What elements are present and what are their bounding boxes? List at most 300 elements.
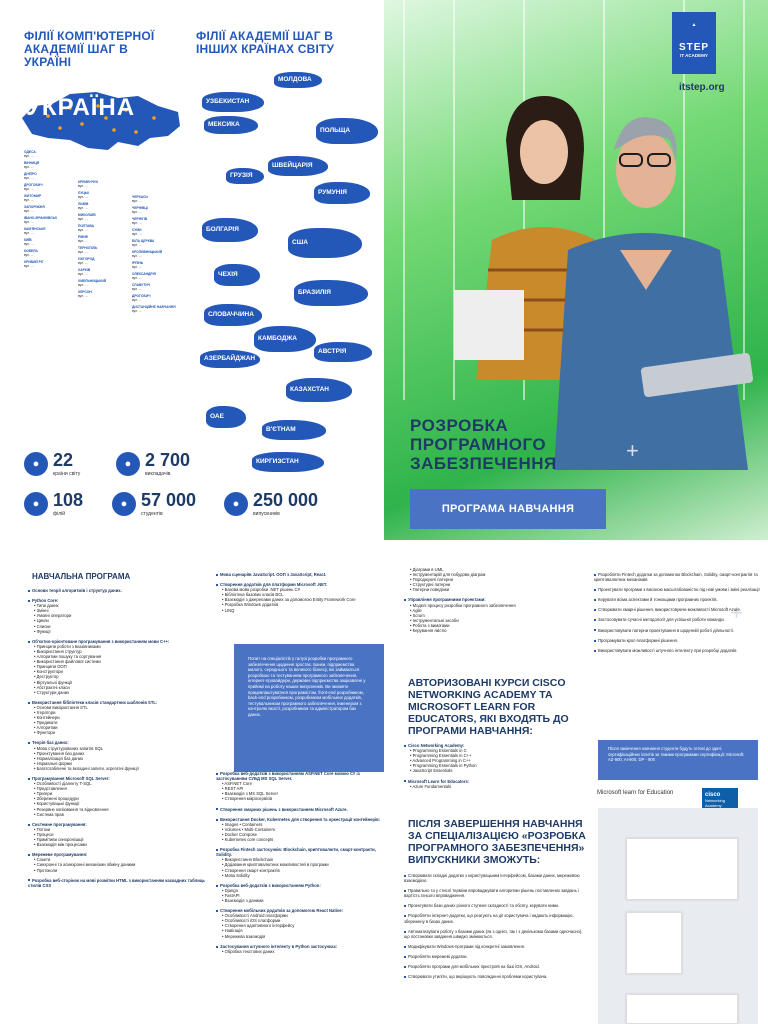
city-name: ВІННИЦЯ xyxy=(24,161,40,165)
city-address: вул. ... xyxy=(132,276,142,280)
city-entry xyxy=(24,150,76,158)
city-name: ДРОГОБИЧ xyxy=(132,294,151,298)
program-col2 xyxy=(216,567,386,613)
grad-item: Правильно та у стислі терміни впроваджувати алгоритми рішень поставлених завдань і вартість їхнього впровадження. xyxy=(404,888,589,898)
program-item: • Взаємодія з даними xyxy=(222,897,264,903)
program-item: • Agile xyxy=(410,607,422,613)
stat-label: студентів xyxy=(141,511,163,517)
stat-text xyxy=(53,450,80,477)
program-item: • Цикли xyxy=(34,618,49,624)
program-item: • Використання Blockchain xyxy=(222,857,274,863)
city-name: ДНІПРО xyxy=(24,172,37,176)
city-address: вул. ... xyxy=(132,243,142,247)
program-section: Microsoft Learn for Educators: xyxy=(404,779,589,784)
program-item: • Примітиви синхронізації xyxy=(34,837,84,843)
outcome-item: Керувати всіма аспектами й тонкощами програмних проектів. xyxy=(594,597,762,602)
city-entry xyxy=(132,217,184,225)
program-item: • LINQ xyxy=(222,607,235,613)
cisco-academy-label: Networking Academy xyxy=(705,798,726,808)
program-item: • Django xyxy=(222,887,238,893)
city-address: вул. ... xyxy=(132,232,142,236)
step-logo: ▲ STEP IT ACADEMY xyxy=(672,12,716,74)
city-address: вул. ... xyxy=(132,287,142,291)
program-item: • Використання файлової системи xyxy=(34,659,101,665)
city-entry xyxy=(78,180,130,188)
city-name: КИЇВ xyxy=(24,238,32,242)
site-link[interactable]: itstep.org xyxy=(679,82,725,93)
city-entry xyxy=(132,239,184,247)
program-section: Системне програмування: xyxy=(28,822,218,827)
city-address: вул. ... xyxy=(24,198,34,202)
city-address: вул. ... xyxy=(78,206,88,210)
program-item: • Взаємодія з джерелами даних за допомогою Entity Framework Core xyxy=(222,597,356,603)
city-address: вул. ... xyxy=(78,283,88,287)
city-name: РІВНЕ xyxy=(78,235,89,239)
city-address: вул. ... xyxy=(132,298,142,302)
program-button[interactable]: ПРОГРАМА НАВЧАННЯ xyxy=(410,489,606,529)
stats-block xyxy=(24,450,384,530)
city-address: вул. ... xyxy=(132,210,142,214)
city-address: вул. ... xyxy=(78,272,88,276)
outcome-item: Програмувати крос-платформні рішення. xyxy=(594,638,762,643)
main-title-line2: ПРОГРАМНОГО xyxy=(410,435,547,454)
grads-heading: ПІСЛЯ ЗАВЕРШЕННЯ НАВЧАННЯ ЗА СПЕЦІАЛІЗАЦІЄЮ «РОЗРОБКА ПРОГРАМНОГО ЗАБЕЗПЕЧЕННЯ» ВИПУСКНИКИ ЗМОЖУТЬ: xyxy=(408,818,586,866)
stat-number: 57 000 xyxy=(141,490,197,510)
program-item: • Azure Fundamentals xyxy=(410,783,452,789)
city-entry xyxy=(24,205,76,213)
stat-number: 22 xyxy=(53,450,74,470)
country-label: БРАЗИЛІЯ xyxy=(298,289,331,296)
program-item: • Синхронні та асинхронні механізми обміну даними xyxy=(34,862,136,868)
program-item: • Патерни поведінки xyxy=(410,587,450,593)
city-address: вул. ... xyxy=(24,220,34,224)
city-name: ОЛЕКСАНДРІЯ xyxy=(132,272,156,276)
outcome-item: Застосовувати сучасні методології для успішної роботи команди. xyxy=(594,617,762,622)
outcome-item: Розробляти Fintech додатки за допомогою Blockchain, Solidity, смарт-контрактів та криптовалютних механізмів xyxy=(594,572,762,582)
country-label: КАМБОДЖА xyxy=(258,335,297,342)
cisco-word: cisco xyxy=(705,792,721,798)
country-label: ЧЕХІЯ xyxy=(218,271,238,278)
city-entry xyxy=(24,260,76,268)
city-name: КАМ'ЯНСЬКЕ xyxy=(24,227,46,231)
city-address: вул. ... xyxy=(78,250,88,254)
documents-panel xyxy=(598,808,758,1024)
program-item: • Особливості Android платформи xyxy=(222,913,288,919)
city-name: КРОПИВНИЦЬКИЙ xyxy=(132,250,163,254)
plus-icon: + xyxy=(626,438,639,463)
globe-icon: ● xyxy=(24,452,48,476)
program-item: • Advanced Programming in C++ xyxy=(410,758,471,764)
program-item: • Programming Essentials in C xyxy=(410,748,467,754)
program-section: Розробка веб-додатків з використанням Python: xyxy=(216,883,386,888)
city-entry xyxy=(24,161,76,169)
program-item: • Типи даних xyxy=(34,603,59,609)
main-title-line1: РОЗРОБКА xyxy=(410,416,509,435)
program-item: • Мова Solidity xyxy=(222,872,250,878)
program-item: • Programming Essentials in C++ xyxy=(410,753,472,759)
city-entry xyxy=(78,213,130,221)
city-name: СУМИ xyxy=(132,228,142,232)
document-thumb-2 xyxy=(626,912,682,974)
city-name: ХАРКІВ xyxy=(78,268,91,272)
program-item: • Навігація xyxy=(222,928,243,934)
program-item: • Представлення xyxy=(34,786,67,792)
program-item: • Користувацькі функції xyxy=(34,801,80,807)
program-section: Створення хмарних рішень з використанням Microsoft Azure. xyxy=(216,807,386,812)
stat-label: випускників xyxy=(253,511,280,517)
cities-col3 xyxy=(132,195,184,316)
country-label: КИРГИЗСТАН xyxy=(256,458,299,465)
city-address: вул. ... xyxy=(132,221,142,225)
location-icon: ● xyxy=(24,492,48,516)
city-name: БІЛА ЦЕРКВА xyxy=(132,239,155,243)
city-name: ЖИТОМИР xyxy=(24,194,42,198)
program-col3 xyxy=(404,567,589,633)
program-item: • Мова структурованих запитів SQL xyxy=(34,745,103,751)
grad-item: Розробляти програми для мобільних пристроїв на базі iOS, Android. xyxy=(404,964,589,969)
program-item: • Процеси xyxy=(34,831,54,837)
stat-text xyxy=(145,450,190,477)
career-box: Попит на спеціалістів у галузі розробки програмного забезпечення щодення зростає. Банки, підприємства малого, середнього та великого бізнесу, які займаються розробкою та тестуванням програмного забезпечення, інтернет-провайдери, державні підприємства зацікавлені у прийомі на роботу наших випускників. Ви зможете працевлаштуватися програмістом, front-end розробником, back-end розробником, розробником мобільних додатків, тестувальником програмного забезпечення, інженером з контролю якості, розробником та адміністратором баз даних. xyxy=(234,644,384,772)
program-item: • Збережені процедури xyxy=(34,796,79,802)
city-name: ЧЕРНІГІВ xyxy=(132,217,148,221)
program-item: • Нормальні форми xyxy=(34,760,72,766)
grad-item: Створювати складні додатки з користувацьким інтерфейсом, базами даних, мережевою взаємодією. xyxy=(404,873,589,883)
city-name: ЧЕРНІВЦІ xyxy=(132,206,148,210)
country-label: США xyxy=(292,239,308,246)
program-item: • Абстрактні класи xyxy=(34,684,70,690)
city-entry xyxy=(132,294,184,302)
stat-number: 2 700 xyxy=(145,450,191,470)
country-label: МЕКСИКА xyxy=(208,121,240,128)
city-address: вул. ... xyxy=(78,228,88,232)
city-entry xyxy=(78,290,130,298)
city-entry xyxy=(78,235,130,243)
program-section: Застосування штучного інтелекту в Python застосунках: xyxy=(216,944,386,949)
program-item: • REST API xyxy=(222,786,244,792)
program-section: Розробка веб-сторінок на мові розмітки HTML з використанням каскадних таблиць стилів CSS xyxy=(28,878,218,888)
city-entry xyxy=(78,279,130,287)
program-item: • Протоколи xyxy=(34,867,58,873)
program-item: • Мережева взаємодія xyxy=(222,933,266,939)
country-label: В'ЄТНАМ xyxy=(266,426,296,433)
stat-label: викладачів xyxy=(145,471,171,477)
stat-text xyxy=(53,490,83,517)
program-section: Cisco Networking Academy: xyxy=(404,743,589,748)
ukraine-map xyxy=(18,88,183,154)
program-item: • Docker Compose xyxy=(222,831,257,837)
city-name: ХМЕЛЬНИЦЬКИЙ xyxy=(78,279,107,283)
program-item: • Предикати xyxy=(34,720,58,726)
program-item: • Взаємодія між процесами xyxy=(34,842,87,848)
program-section: Управління програмними проектами: xyxy=(404,597,589,602)
program-item: • Потоки xyxy=(34,826,51,832)
city-address: вул. ... xyxy=(78,217,88,221)
program-item: • Алгоритми xyxy=(34,725,58,731)
city-address: вул. ... xyxy=(78,261,88,265)
program-item: • Система прав xyxy=(34,811,64,817)
program-section: Програмування Microsoft SQL Server: xyxy=(28,776,218,781)
program-item: • Використання структур xyxy=(34,648,82,654)
program-col2b xyxy=(216,766,386,954)
ukraine-title: ФІЛІЇ КОМП'ЮТЕРНОЇ АКАДЕМІЇ ШАГ В УКРАЇНІ xyxy=(24,29,155,69)
program-section: Створення мобільних додатків за допомогою React Native: xyxy=(216,908,386,913)
program-item: • Створення смарт-контрактів xyxy=(222,867,280,873)
program-item: • Умовні оператори xyxy=(34,613,72,619)
program-item: • Резервне копіювання та відновлення xyxy=(34,806,109,812)
cities-col2 xyxy=(78,180,130,301)
program-item: • Особливості iOS платформи xyxy=(222,918,281,924)
program-col1 xyxy=(28,583,218,888)
grad-item: Проектувати бази даних різного ступеня складності та обсягу, керувати ними. xyxy=(404,903,589,908)
city-entry xyxy=(24,249,76,257)
city-address: вул. ... xyxy=(24,209,34,213)
program-item: • Основи використання STL xyxy=(34,704,88,710)
program-item: • Віртуальні функції xyxy=(34,679,73,685)
program-section: Створення додатків для платформи Microsoft .NET. xyxy=(216,582,386,587)
country-label: ОАЕ xyxy=(210,413,224,420)
program-item: • Діаграми в UML xyxy=(410,567,444,572)
stat-number: 250 000 xyxy=(253,490,319,510)
program-item: • Volumes • Multi-Containers xyxy=(222,826,275,832)
city-entry xyxy=(132,250,184,258)
city-name: СЛАВУТИЧ xyxy=(132,283,150,287)
country-label: УЗБЕКИСТАН xyxy=(206,98,250,105)
program-item: • Інструментальні засоби xyxy=(410,617,459,623)
program-item: • Структури даних xyxy=(34,689,70,695)
city-address: вул. ... xyxy=(24,231,34,235)
country-label: СЛОВАЧЧИНА xyxy=(208,311,254,318)
country-label: БОЛГАРІЯ xyxy=(206,226,239,233)
city-entry xyxy=(132,283,184,291)
city-address: вул. ... xyxy=(24,264,34,268)
city-name: КРЕМЕНЧУК xyxy=(78,180,99,184)
city-name: ЛУЦЬК xyxy=(78,191,90,195)
main-title xyxy=(410,416,557,473)
city-entry xyxy=(132,305,184,313)
main-title-line3: ЗАБЕЗПЕЧЕННЯ xyxy=(410,454,557,473)
outcome-item: Використовувати патерни проектування в щоденній роботі діяльності. xyxy=(594,628,762,633)
city-address: вул. ... xyxy=(132,254,142,258)
program-item: • Функції xyxy=(34,628,51,634)
city-address: вул. ... xyxy=(24,253,34,257)
program-item: • Проектування баз даних xyxy=(34,750,85,756)
city-name: ПОЛТАВА xyxy=(78,224,94,228)
city-entry xyxy=(132,206,184,214)
program-item: • Обробка текстових даних xyxy=(222,948,275,954)
country-label: ШВЕЙЦАРІЯ xyxy=(272,162,313,169)
city-name: ДРОГОБИЧ xyxy=(24,183,43,187)
city-entry xyxy=(24,172,76,180)
logo-step-text: STEP xyxy=(678,42,710,53)
stat-item xyxy=(24,490,83,517)
city-address: вул. ... xyxy=(24,176,34,180)
country-label: АЗЕРБАЙДЖАН xyxy=(204,355,256,362)
program-item: • Функтори xyxy=(34,730,55,736)
city-entry xyxy=(78,191,130,199)
city-name: ХЕРСОН xyxy=(78,290,92,294)
program-item: • Контейнери xyxy=(34,715,60,721)
city-address: вул. ... xyxy=(78,294,88,298)
program-item: • Бібліотека базових класів BCL xyxy=(222,592,284,598)
program-item: • Інструментарій для побудови діаграм xyxy=(410,572,486,578)
city-address: вул. ... xyxy=(78,195,88,199)
program-item: • Структурні патерни xyxy=(410,582,451,588)
stat-item xyxy=(116,450,190,477)
city-address: вул. ... xyxy=(132,199,142,203)
program-item: • Kubernetes core concepts xyxy=(222,837,274,843)
city-entry xyxy=(78,224,130,232)
program-item: • Породжуючі патерни xyxy=(410,577,453,583)
program-item: • Керування якістю xyxy=(410,628,447,634)
grad-item: Розробляти інтернет-додатки, що реагують на дії користувача і надають інформацію, збережену в базах даних. xyxy=(404,913,589,923)
program-item: • Ітератори xyxy=(34,709,56,715)
logo-academy-text: IT ACADEMY xyxy=(680,53,708,58)
stat-text xyxy=(141,490,196,517)
stat-text xyxy=(253,490,318,517)
program-item: • Programming Essentials in Python xyxy=(410,763,477,769)
study-heading: НАВЧАЛЬНА ПРОГРАМА xyxy=(32,572,131,581)
world-map xyxy=(196,72,384,464)
program-section: Основи теорії алгоритмів і структур даних. xyxy=(28,588,218,593)
program-item: • Деструктор xyxy=(34,674,59,680)
outcome-item: Проектувати програми з високою масштабованістю під нові умови і зміні реалізації xyxy=(594,587,762,592)
grad-item: Автоматизувати роботу з базами даних (як з однієї, так і з декількома базами одночасно), що постановки завдання швидко змінюються. xyxy=(404,929,589,939)
city-name: КРИВИЙ РІГ xyxy=(24,260,44,264)
students-icon: ● xyxy=(112,492,136,516)
program-section: Мережеве програмування: xyxy=(28,852,218,857)
teacher-icon: ● xyxy=(116,452,140,476)
cisco-heading: АВТОРИЗОВАНІ КУРСИ CISCO NETWORKING ACADEMY ТА MICROSOFT LEARN FOR EDUCATORS, ЯКІ ВХОДЯТЬ ДО ПРОГРАМИ НАВЧАННЯ: xyxy=(408,677,569,737)
city-address: вул. ... xyxy=(132,265,142,269)
country-label: МОЛДОВА xyxy=(278,76,312,83)
program-item: • Конструктори xyxy=(34,669,63,675)
program-section: Python Core: xyxy=(28,598,218,603)
program-item: • Робота з вимогами xyxy=(410,622,450,628)
program-item: • Списки xyxy=(34,623,51,629)
city-name: КОВЕЛЬ xyxy=(24,249,38,253)
grad-item: Створювати утиліти, що вирішують повсякденні проблеми користувача. xyxy=(404,974,589,979)
program-section: Використання Docker, Kubernetes для створення та оркестрації контейнерів: xyxy=(216,817,386,822)
country-label: АВСТРІЯ xyxy=(318,348,347,355)
program-section: Теорія баз даних: xyxy=(28,740,218,745)
city-address: вул. ... xyxy=(78,239,88,243)
city-entry xyxy=(24,183,76,191)
outcome-item: Використовувати можливості штучного інтелекту при розробці додатків xyxy=(594,648,762,653)
city-name: МИКОЛАЇВ xyxy=(78,213,96,217)
country-label: ПОЛЬЩА xyxy=(320,127,351,134)
program-item: • Створення адаптивного інтерфейсу xyxy=(222,923,295,929)
city-name: ІРПІНЬ xyxy=(132,261,144,265)
city-name: ДИСТАНЦІЙНЕ НАВЧАННЯ xyxy=(132,305,176,309)
city-name: ЛЬВІВ xyxy=(78,202,89,206)
program-section: Розробка Fintech застосунків: Blockchain, криптовалюти, смарт-контракти, Solidity. xyxy=(216,847,386,857)
ukraine-map-label: УКРАЇНА xyxy=(26,94,136,121)
city-name: ІВАНО-ФРАНКІВСЬК xyxy=(24,216,57,220)
city-entry xyxy=(78,257,130,265)
country-label: ГРУЗІЯ xyxy=(230,172,253,179)
city-address: вул. ... xyxy=(24,154,34,158)
city-name: ЗАПОРІЖЖЯ xyxy=(24,205,45,209)
country-label: КАЗАХСТАН xyxy=(290,386,329,393)
program-item: • Розробка Windows додатків xyxy=(222,602,279,608)
document-thumb-1 xyxy=(626,838,738,900)
program-item: • Змінні xyxy=(34,608,49,614)
city-entry xyxy=(132,272,184,280)
city-entry xyxy=(78,268,130,276)
cert-box: Після закінчення навчання студенти будуть готові до здачі сертифікаційних іспитів за такими програмами сертифікації: Microsoft: AZ-900, AI-900, DP - 900 xyxy=(598,740,758,780)
grad-item: Розробляти мережеві додатки. xyxy=(404,954,589,959)
world-title: ФІЛІЇ АКАДЕМІЇ ШАГ В ІНШИХ КРАЇНАХ СВІТУ xyxy=(196,29,335,56)
city-address: вул. ... xyxy=(24,242,34,246)
city-address: вул. ... xyxy=(24,187,34,191)
city-entry xyxy=(78,202,130,210)
plus-icon-2: + xyxy=(730,600,743,625)
program-item: • Images • Containers xyxy=(222,821,263,827)
grad-item: Модифікувати Windows-програми під конкретні замовлення. xyxy=(404,944,589,949)
city-entry xyxy=(132,261,184,269)
program-item: • Особливості діалекту T-SQL xyxy=(34,781,92,787)
stat-label: філій xyxy=(53,511,66,517)
city-entry xyxy=(24,216,76,224)
city-entry xyxy=(24,194,76,202)
city-name: ТЕРНОПІЛЬ xyxy=(78,246,98,250)
program-item: • Моделі процесу розробки програмного забезпечення xyxy=(410,602,516,608)
city-name: ОДЕСА xyxy=(24,150,36,154)
city-name: ЧЕРКАСИ xyxy=(132,195,148,199)
program-section: Об'єктно-орієнтоване програмування з використанням мови C++: xyxy=(28,639,218,644)
program-item: • Нормалізація баз даних xyxy=(34,755,84,761)
stat-item xyxy=(112,490,196,517)
program-item: • Алгоритми пошуку та сортування xyxy=(34,654,102,660)
program-item: • Принципи ООП xyxy=(34,664,67,670)
program-col3b xyxy=(404,738,589,789)
program-item: • JavaScript Essentials xyxy=(410,768,453,774)
program-item: • Тригери xyxy=(34,791,53,797)
program-item: • Додавання криптовалютних можливостей в програми xyxy=(222,862,329,868)
program-item: • Багатотабличні та вкладені запити, агрегатні функції xyxy=(34,765,139,771)
city-entry xyxy=(24,227,76,235)
program-item: • Створення мікросервісів xyxy=(222,796,273,802)
graduate-icon: ● xyxy=(224,492,248,516)
city-address: вул. ... xyxy=(24,165,34,169)
city-entry xyxy=(78,246,130,254)
program-section: Мова сценаріїв JavaScript. ООП з JavaScript, React. xyxy=(216,572,386,577)
program-item: • Сокети xyxy=(34,857,51,863)
country-label: РУМУНІЯ xyxy=(318,189,347,196)
city-name: УЖГОРОД xyxy=(78,257,95,261)
outcome-item: Створювати хмарні рішення, використовуючи можливості Microsoft Azure. xyxy=(594,607,762,612)
city-entry xyxy=(132,195,184,203)
program-item: • Scrum xyxy=(410,612,425,618)
program-section: Використання бібліотеки класів стандартних шаблонів STL: xyxy=(28,700,218,705)
stat-label: країни світу xyxy=(53,471,81,477)
ms-label: Microsoft learn for Education xyxy=(597,790,674,796)
city-entry xyxy=(24,238,76,246)
stat-item xyxy=(224,490,318,517)
program-item: • ASP.NET Core xyxy=(222,781,252,787)
city-address: вул. ... xyxy=(132,309,142,313)
program-item: • Базова мова розробки .NET рішень C# xyxy=(222,587,300,593)
grads-list xyxy=(404,868,589,979)
program-item: • Принципи роботи з вказівниками xyxy=(34,643,101,649)
program-col4 xyxy=(594,567,762,653)
city-entry xyxy=(132,228,184,236)
program-section: Розробка веб-додатків з використанням ASP.NET Core мовою C# із застосуванням СУБД MS SQL Server. xyxy=(216,771,386,781)
program-item: • FastAPI xyxy=(222,892,240,898)
stat-number: 108 xyxy=(53,490,84,510)
cities-col1 xyxy=(24,150,76,271)
